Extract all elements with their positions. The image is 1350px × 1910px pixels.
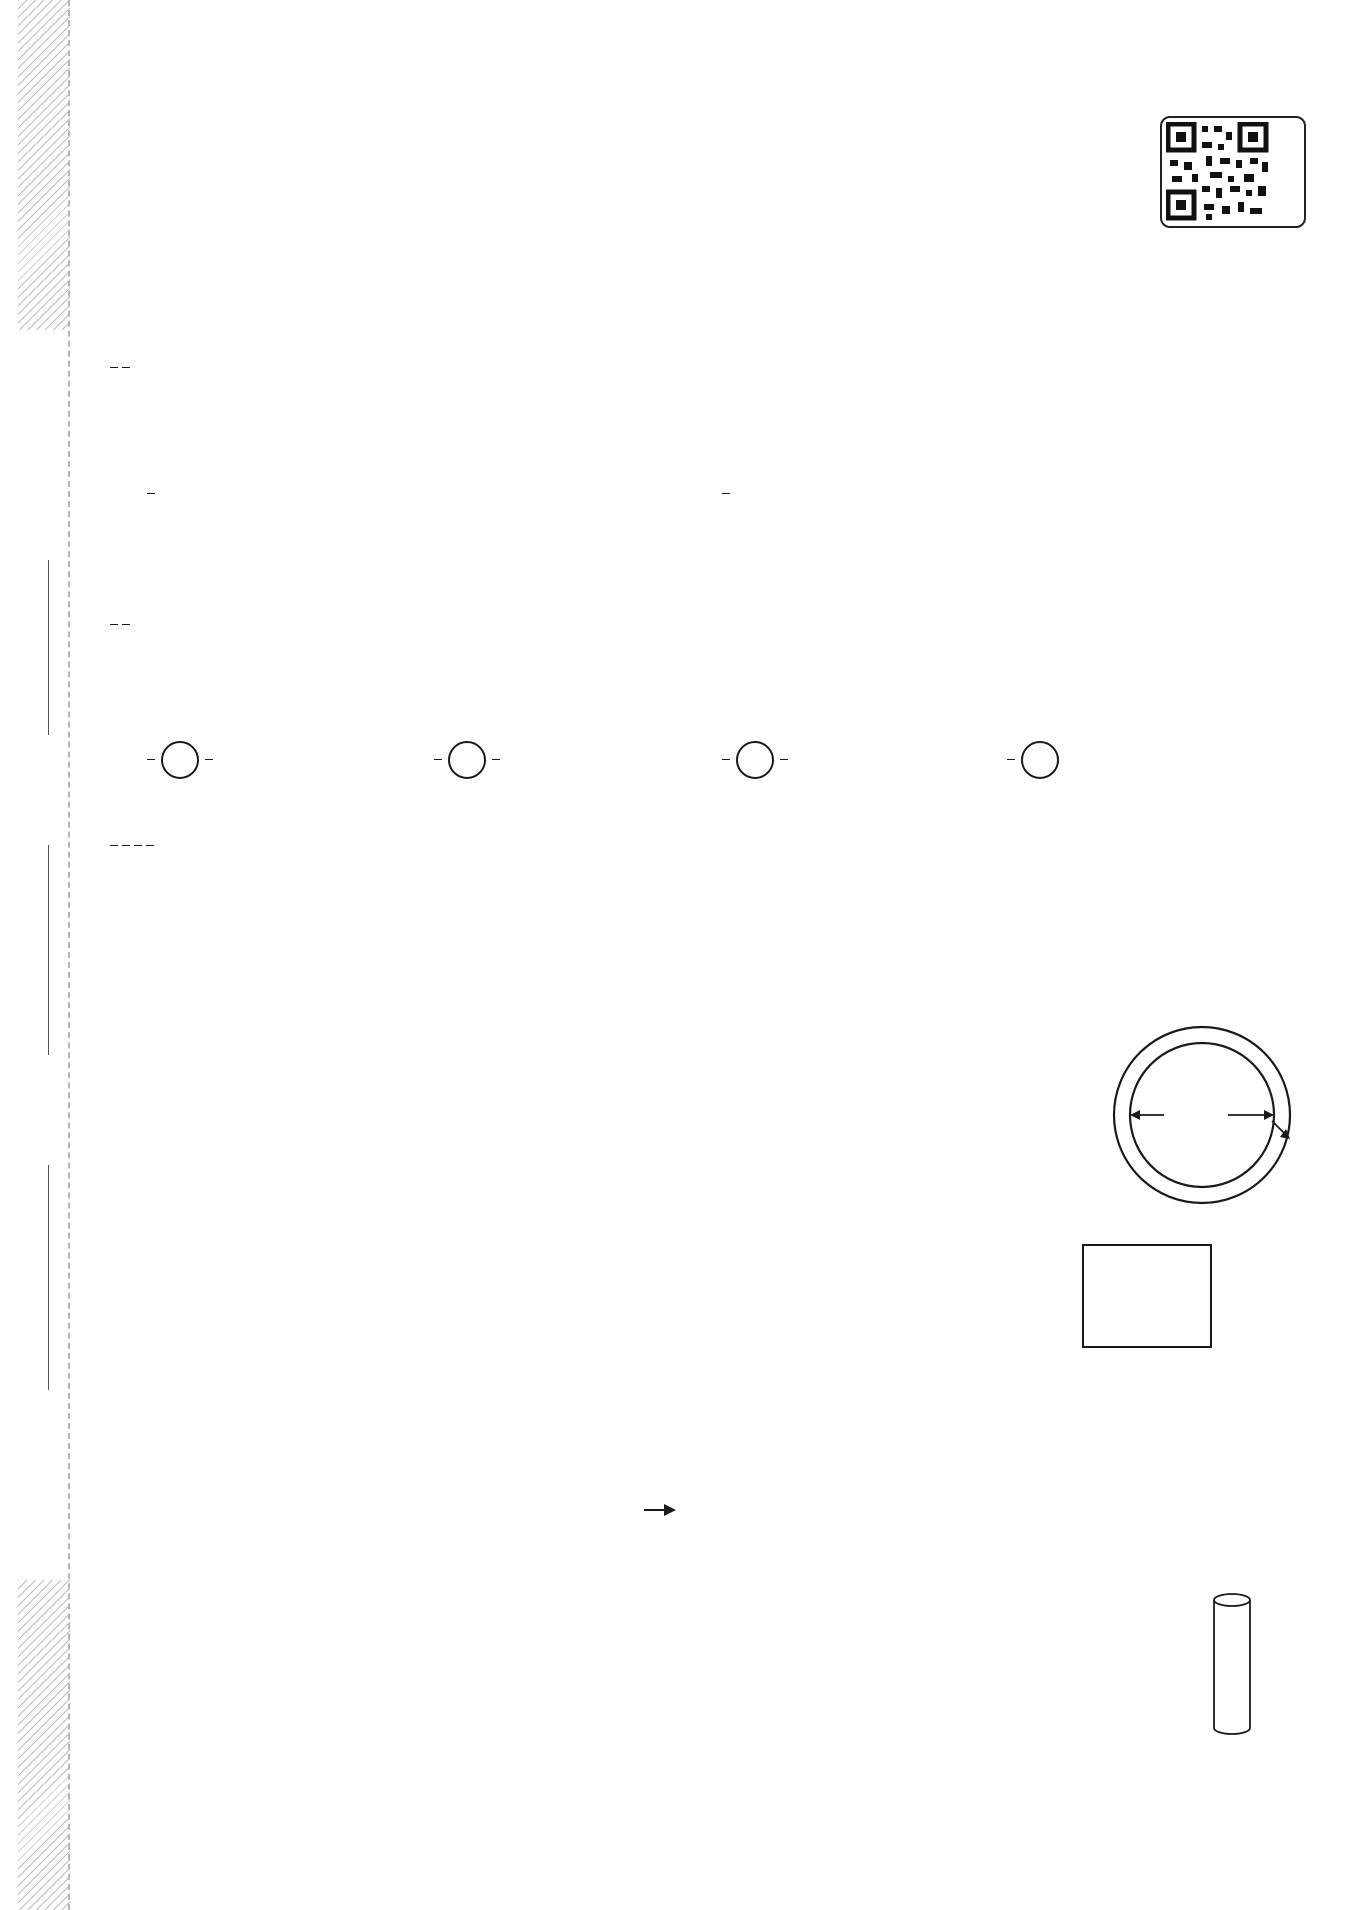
compare-circle[interactable] — [448, 741, 486, 779]
binding-hatch-bottom — [18, 1580, 70, 1910]
question-2-part-b — [720, 474, 732, 510]
fraction — [146, 845, 154, 846]
question-2-part-a — [145, 474, 157, 510]
fraction — [492, 759, 500, 760]
cylinder-bucket-figure — [1210, 1586, 1320, 1746]
fraction — [205, 759, 213, 760]
ring-figure — [1100, 1015, 1320, 1215]
fraction — [147, 759, 155, 760]
compare-item-3 — [720, 740, 790, 779]
arrow-right-icon — [1264, 1110, 1274, 1120]
banji-underline — [48, 1165, 49, 1390]
fraction-blank[interactable] — [722, 493, 730, 494]
compare-circle[interactable] — [161, 741, 199, 779]
fraction — [1007, 759, 1015, 760]
fraction-blank[interactable] — [122, 367, 130, 368]
fraction-blank[interactable] — [110, 624, 118, 625]
question-4 — [108, 605, 132, 641]
fraction — [110, 845, 118, 846]
circle-to-rectangle-figure — [498, 1440, 938, 1580]
arrow-left-icon — [1130, 1110, 1140, 1120]
xingming-underline — [48, 845, 49, 1055]
paper-rectangle-figure — [1082, 1244, 1212, 1348]
fraction — [110, 367, 118, 368]
binding-hatch-top — [18, 0, 70, 330]
fraction — [434, 759, 442, 760]
fraction — [780, 759, 788, 760]
question-6 — [108, 826, 156, 862]
fraction — [722, 759, 730, 760]
compare-circle[interactable] — [1021, 741, 1059, 779]
binding-dashed-line — [68, 0, 70, 1910]
fraction — [134, 845, 142, 846]
fraction — [122, 845, 130, 846]
bucket-top — [1214, 1594, 1250, 1606]
qr-code-icon — [1166, 122, 1274, 222]
transform-arrow-icon — [664, 1504, 676, 1516]
question-1 — [108, 348, 132, 384]
compare-item-1 — [145, 740, 215, 779]
fraction-blank[interactable] — [147, 493, 155, 494]
xuehao-underline — [48, 560, 49, 735]
compare-item-4 — [1005, 740, 1063, 779]
compare-circle[interactable] — [736, 741, 774, 779]
fraction-blank[interactable] — [122, 624, 130, 625]
compare-item-2 — [432, 740, 502, 779]
qr-code-box — [1160, 116, 1306, 228]
